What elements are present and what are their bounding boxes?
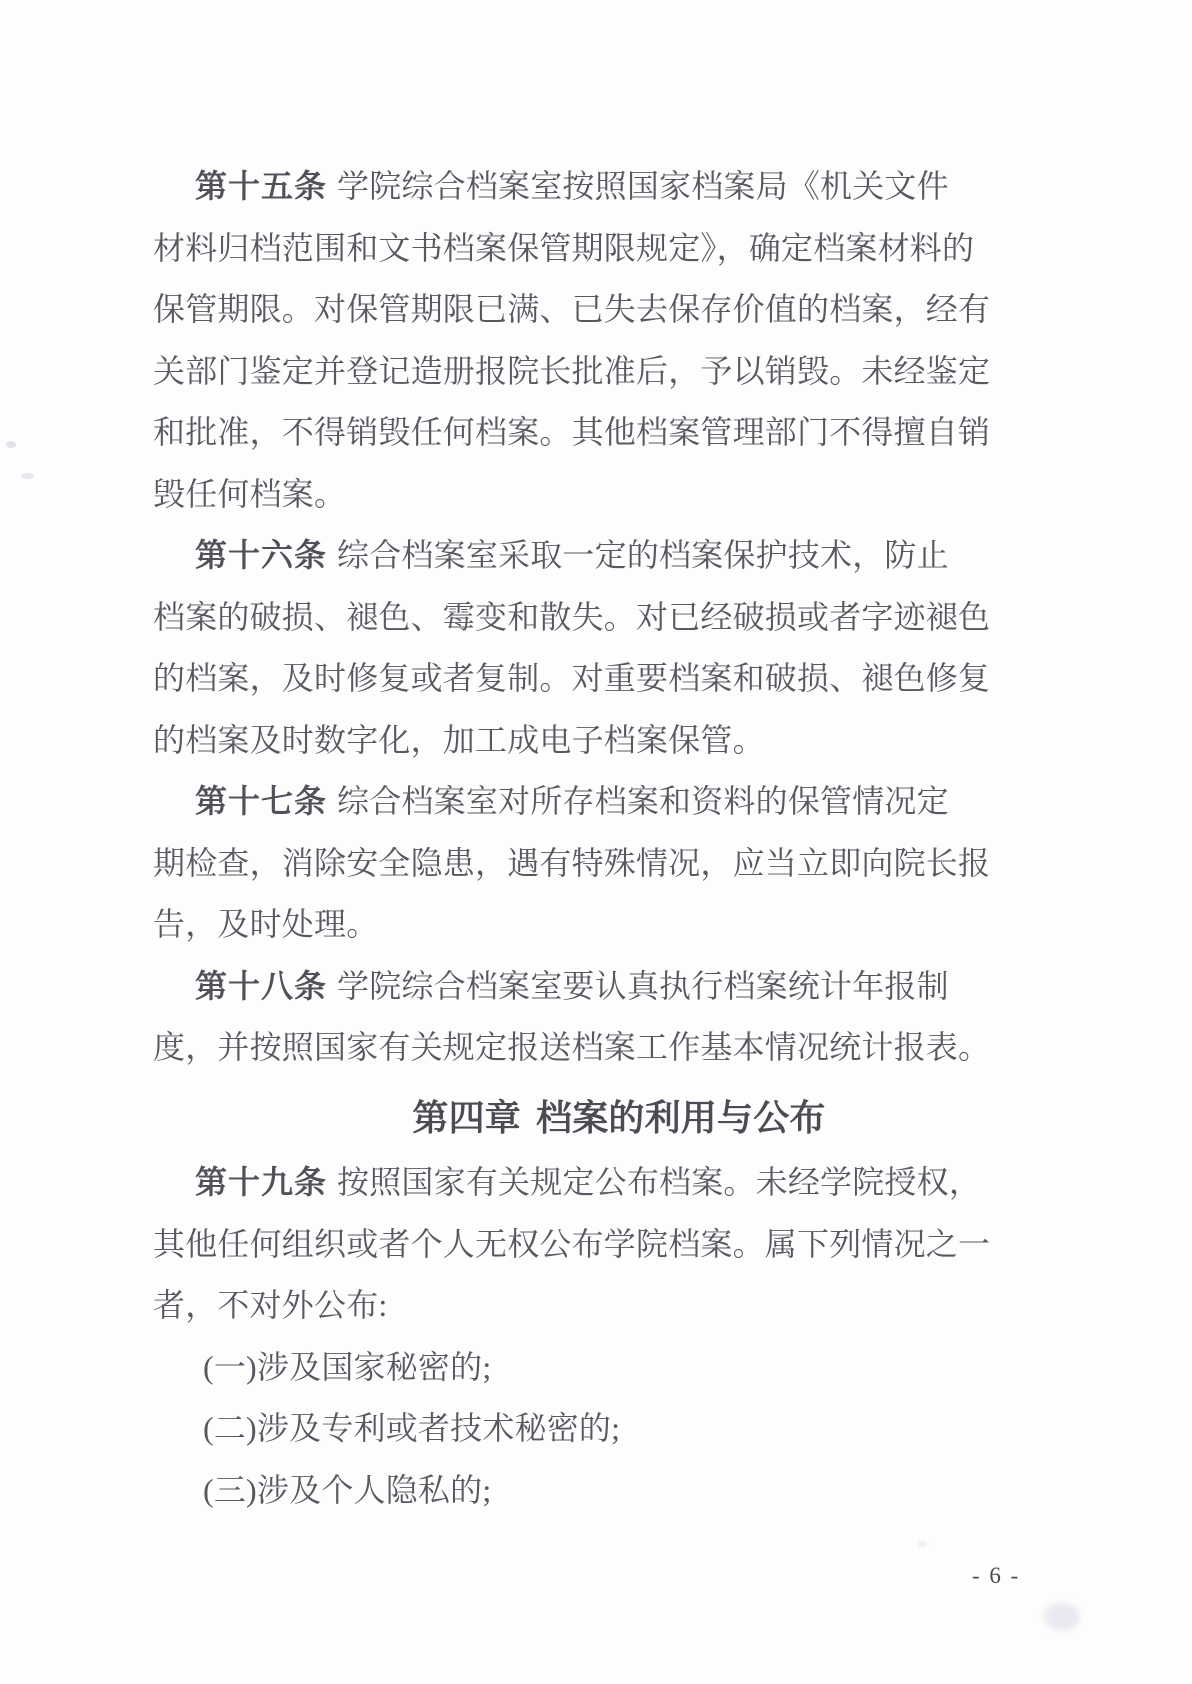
list-item: (三)涉及个人隐私的;: [203, 1471, 492, 1508]
scan-artifact: [918, 1541, 927, 1547]
article-number: 第十九条: [195, 1164, 328, 1200]
text-line: 档案的破损、褪色、霉变和散失。对已经破损或者字迹褪色: [153, 598, 991, 635]
chapter-number: 第四章: [412, 1097, 521, 1139]
document-body: [153, 156, 993, 1521]
scan-artifact: [6, 441, 16, 448]
text-line: 毁任何档案。: [153, 475, 347, 512]
text-line: 第十八条 学院综合档案室要认真执行档案统计年报制: [195, 967, 949, 1004]
text-line: 第十七条 综合档案室对所存档案和资料的保管情况定: [195, 783, 949, 819]
text-line: 第十五条 学院综合档案室按照国家档案局《机关文件: [195, 168, 949, 204]
text-line: 其他任何组织或者个人无权公布学院档案。属下列情况之一: [153, 1225, 991, 1262]
text-line: 和批准，不得销毁任何档案。其他档案管理部门不得擅自销: [153, 414, 991, 450]
scan-artifact: [1044, 1603, 1080, 1631]
text-line: 材料归档范围和文书档案保管期限规定》，确定档案材料的: [153, 229, 975, 266]
list-item: (一)涉及国家秘密的;: [203, 1348, 492, 1385]
text-line: 关部门鉴定并登记造册报院长批准后，予以销毁。未经鉴定: [153, 352, 991, 389]
chapter-title: 档案的利用与公布: [536, 1097, 826, 1139]
text-line: 第十九条 按照国家有关规定公布档案。未经学院授权，: [195, 1164, 982, 1200]
list-item: (二)涉及专利或者技术秘密的;: [203, 1410, 621, 1446]
article-number: 第十六条: [195, 537, 328, 573]
text-line: 告，及时处理。: [153, 906, 379, 942]
text-line: 的档案，及时修复或者复制。对重要档案和破损、褪色修复: [153, 660, 991, 696]
text-line: 第十六条 综合档案室采取一定的档案保护技术，防止: [195, 537, 949, 573]
text-line: 者，不对外公布:: [153, 1287, 388, 1323]
article-number: 第十五条: [195, 168, 328, 204]
article-number: 第十八条: [195, 967, 328, 1004]
text-line: 度，并按照国家有关规定报送档案工作基本情况统计报表。: [153, 1029, 991, 1065]
text-line: 保管期限。对保管期限已满、已失去保存价值的档案，经有: [153, 291, 991, 327]
scan-artifact: [21, 473, 34, 479]
text-line: 的档案及时数字化，加工成电子档案保管。: [153, 721, 765, 758]
text-line: 期检查，消除安全隐患，遇有特殊情况，应当立即向院长报: [153, 844, 991, 881]
page-number: - 6 -: [972, 1563, 1021, 1588]
chapter-heading: [199, 1088, 1039, 1150]
article-number: 第十七条: [195, 783, 328, 819]
